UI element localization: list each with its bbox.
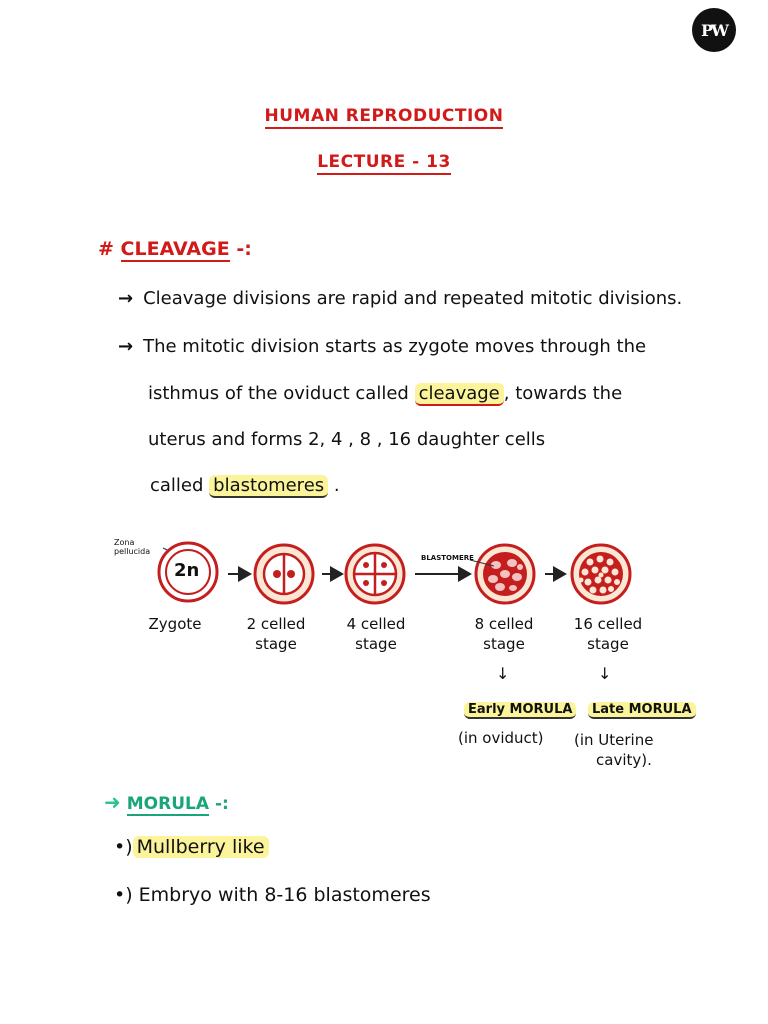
bullet-1-text: Cleavage divisions are rapid and repeated mitotic divisions.: [143, 288, 683, 309]
cleavage-heading-suffix: -:: [236, 238, 252, 260]
stage-label-line1: 16 celled: [573, 615, 643, 633]
cleavage-heading: [98, 238, 252, 260]
cleavage-highlight: cleavage: [415, 383, 504, 406]
bullet-2-line-3: [148, 429, 545, 450]
bullet-2-line-4: [150, 475, 340, 496]
lecture-title: [0, 152, 768, 172]
morula-item-1-bullet: •): [114, 836, 133, 858]
early-morula-tag: Early MORULA: [464, 702, 576, 719]
stage-label-line1: 8 celled: [474, 615, 534, 633]
zygote-2n-label: 2n: [174, 560, 200, 581]
stage-label-line1: 4 celled: [346, 615, 406, 633]
eight-cell-stage: [476, 545, 534, 603]
bullet-2-line-4-pre: called: [150, 475, 204, 496]
cleavage-heading-text: CLEAVAGE: [120, 238, 230, 260]
morula-item-2-text: Embryo with 8-16 blastomeres: [138, 884, 431, 906]
stage-label-8-celled: [462, 614, 546, 654]
bullet-2-line-3-text: uterus and forms 2, 4 , 8 , 16 daughter cells: [148, 429, 546, 450]
page-title: [0, 106, 768, 126]
bullet-2-line-1: [118, 336, 646, 357]
four-cell-stage: [346, 545, 404, 603]
late-morula-tag: Late MORULA: [588, 702, 696, 719]
zona-label-line2: pellucida: [114, 547, 151, 556]
stage-label-16-celled: [566, 614, 650, 654]
stage-label-line2: stage: [355, 635, 397, 653]
stage-label-zygote: [140, 614, 210, 634]
morula-heading-suffix: -:: [214, 794, 229, 814]
bullet-2-line-1-text: The mitotic division starts as zygote moves through the: [143, 336, 647, 357]
late-morula-note-2: cavity).: [596, 751, 652, 769]
zona-label-line1: Zona: [114, 538, 135, 547]
stage-label-line2: stage: [483, 635, 525, 653]
stage-label-line1: Zygote: [148, 615, 202, 633]
stage-label-4-celled: [336, 614, 416, 654]
morula-item-2-bullet: •): [114, 884, 133, 906]
mulberry-highlight: Mullberry like: [133, 836, 269, 858]
late-morula-note-1: (in Uterine: [574, 731, 654, 749]
bullet-2-line-2: [148, 383, 622, 404]
page-title-text: HUMAN REPRODUCTION: [265, 106, 504, 129]
stage-label-line2: stage: [587, 635, 629, 653]
green-arrow-icon: ➜: [104, 790, 121, 814]
morula-heading-text: MORULA: [126, 794, 210, 814]
lecture-title-text: LECTURE - 13: [317, 152, 451, 175]
stage-label-line1: 2 celled: [246, 615, 306, 633]
stage-label-line2: stage: [255, 635, 297, 653]
pw-logo: PW: [692, 8, 736, 52]
bullet-2-line-4-post: .: [333, 475, 340, 496]
bullet-1: [118, 288, 682, 309]
blastomere-label: BLASTOMERE: [421, 554, 474, 562]
bullet-arrow-icon: →: [118, 336, 134, 357]
two-cell-stage: [255, 545, 313, 603]
down-arrow-icon: ↓: [598, 664, 612, 683]
bullet-2-line-2-pre: isthmus of the oviduct called: [148, 383, 409, 404]
down-arrow-icon: ↓: [496, 664, 510, 683]
blastomeres-highlight: blastomeres: [209, 475, 328, 498]
early-morula-note: (in oviduct): [458, 729, 544, 747]
hash-mark: #: [98, 238, 114, 260]
sixteen-cell-stage: [572, 545, 630, 603]
zona-pellucida-label: [114, 538, 150, 556]
morula-item-2: [114, 884, 431, 906]
morula-item-1: [114, 836, 269, 858]
morula-heading: [104, 790, 229, 814]
bullet-2-line-2-post: , towards the: [503, 383, 623, 404]
stage-label-2-celled: [236, 614, 316, 654]
bullet-arrow-icon: →: [118, 288, 134, 309]
